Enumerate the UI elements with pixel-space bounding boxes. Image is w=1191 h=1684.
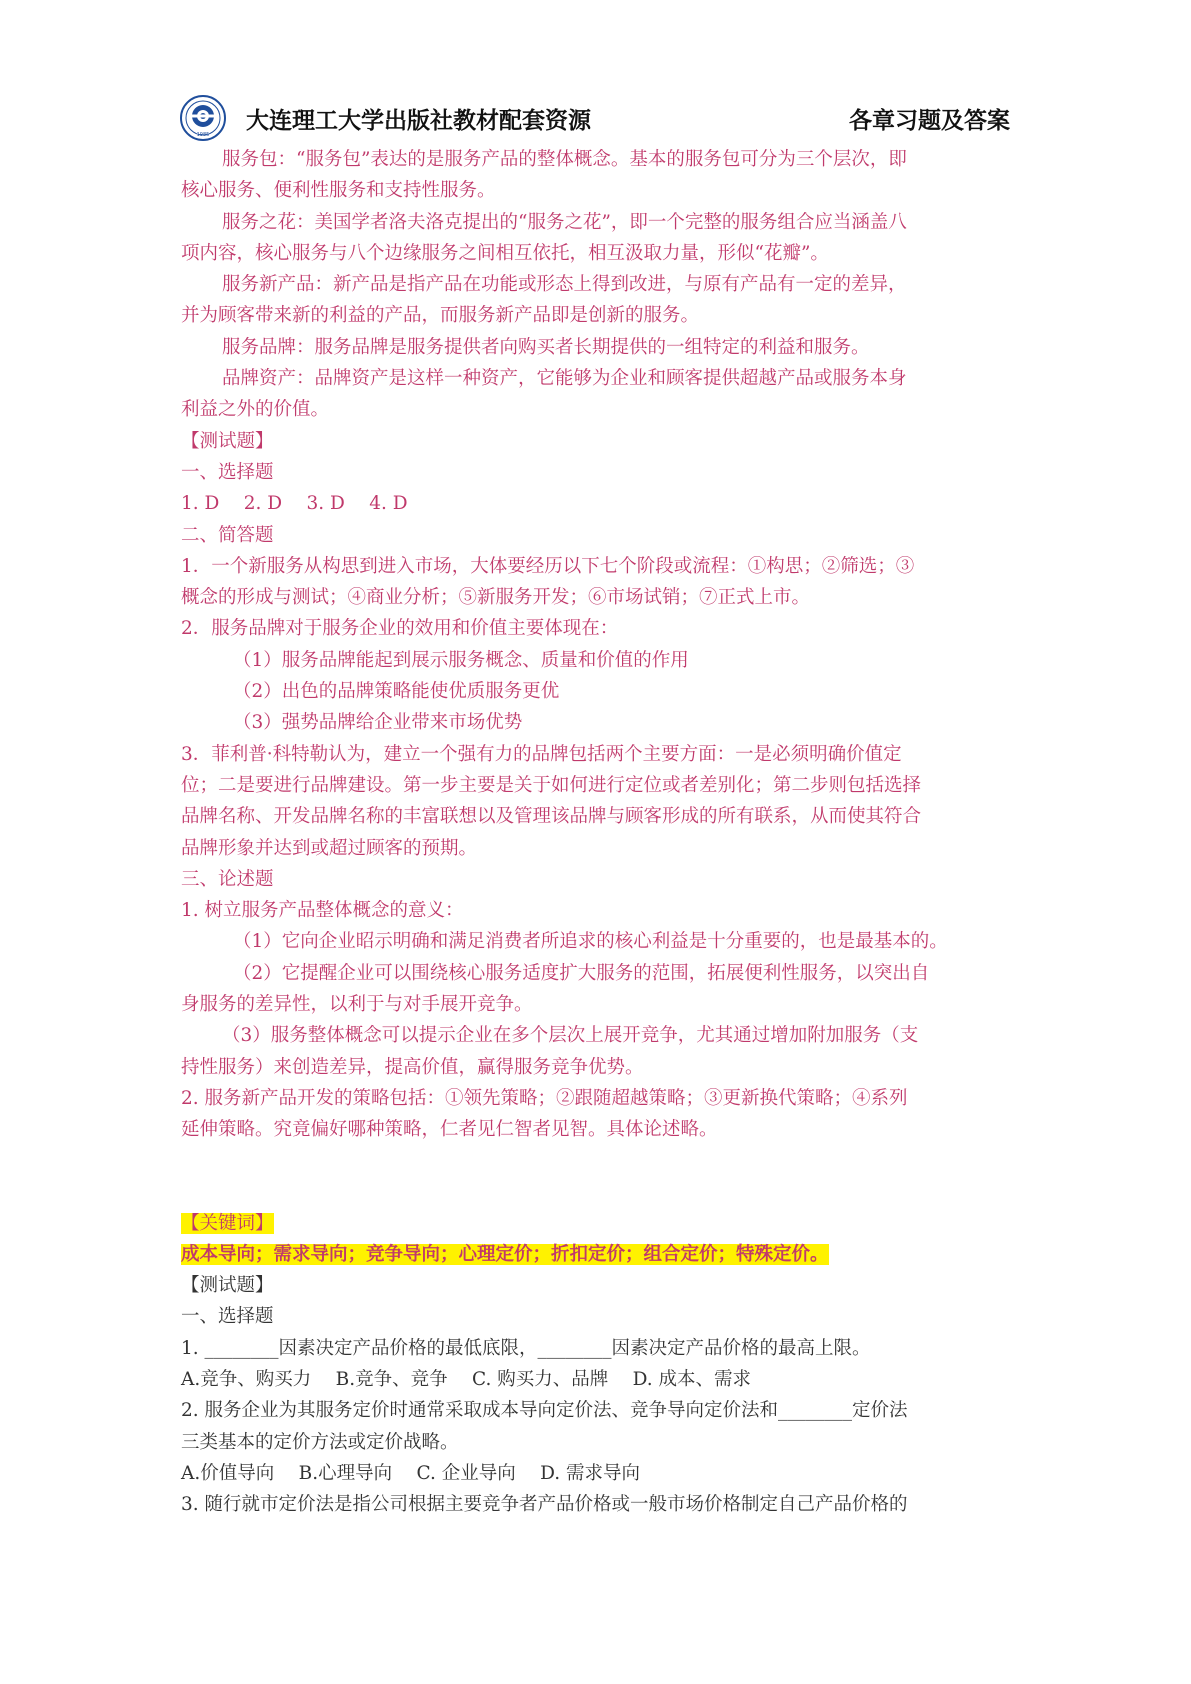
question-1: 1. ________因素决定产品价格的最低底限，________因素决定产品价格的最高上限。	[181, 1337, 871, 1359]
keywords-list-text: 成本导向；需求导向；竞争导向；心理定价；折扣定价；组合定价；特殊定价。	[181, 1243, 829, 1265]
short-answer-3: 3．菲利普·科特勒认为，建立一个强有力的品牌包括两个主要方面：一是必须明确价值定	[181, 743, 902, 765]
short-answer-1: 1．一个新服务从构思到进入市场，大体要经历以下七个阶段或流程：①构思；②筛选；③	[181, 555, 915, 577]
essay-1: 1. 树立服务产品整体概念的意义：	[181, 900, 464, 922]
keywords-heading	[181, 1208, 1019, 1239]
definition-brand-equity: 品牌资产：品牌资产是这样一种资产，它能够为企业和顾客提供超越产品或服务本身	[222, 368, 907, 390]
section-gap	[181, 1146, 1019, 1208]
document-body	[181, 144, 1019, 1520]
definition-brand-equity-cont: 利益之外的价值。	[181, 399, 330, 421]
essay-1-point-3-cont: 持性服务）来创造差异，提高价值，赢得服务竞争优势。	[181, 1056, 644, 1078]
essay-2: 2. 服务新产品开发的策略包括：①领先策略；②跟随超越策略；③更新换代策略；④系列	[181, 1087, 908, 1109]
essay-1-point-2-cont: 身服务的差异性，以利于与对手展开竞争。	[181, 994, 533, 1016]
short-answer-3-cont: 品牌形象并达到或超过顾客的预期。	[181, 837, 478, 859]
essay-1-point-3: （3）服务整体概念可以提示企业在多个层次上展开竞争，尤其通过增加附加服务（支	[222, 1025, 919, 1047]
short-answer-2-item: （1）服务品牌能起到展示服务概念、质量和价值的作用	[233, 649, 689, 671]
question-2: 2. 服务企业为其服务定价时通常采取成本导向定价法、竞争导向定价法和________定价法	[181, 1400, 908, 1422]
definition-new-service-product-cont: 并为顾客带来新的利益的产品，而服务新产品即是创新的服务。	[181, 305, 700, 327]
section-title: 各章习题及答案	[849, 108, 1010, 134]
short-answer-heading: 二、简答题	[181, 524, 274, 546]
choice-heading: 一、选择题	[181, 461, 274, 483]
question-2-options: A.价值导向 B.心理导向 C. 企业导向 D. 需求导向	[181, 1462, 641, 1484]
definition-flower-of-service: 服务之花：美国学者洛夫洛克提出的“服务之花”，即一个完整的服务组合应当涵盖八	[222, 211, 907, 233]
definition-service-package: 服务包：“服务包”表达的是服务产品的整体概念。基本的服务包可分为三个层次，即	[222, 149, 907, 170]
page-header	[180, 95, 1020, 145]
short-answer-3-cont: 位；二是要进行品牌建设。第一步主要是关于如何进行定位或者差别化；第二步则包括选择	[181, 774, 922, 796]
test2-heading: 【测试题】	[181, 1275, 274, 1297]
question-3: 3. 随行就市定价法是指公司根据主要竞争者产品价格或一般市场价格制定自己产品价格的	[181, 1494, 908, 1516]
question-1-options: A.竞争、购买力 B.竞争、竞争 C. 购买力、品牌 D. 成本、需求	[181, 1368, 752, 1390]
logo-year: 1985	[196, 132, 210, 138]
definition-new-service-product: 服务新产品：新产品是指产品在功能或形态上得到改进，与原有产品有一定的差异，	[222, 274, 907, 296]
definition-flower-of-service-cont: 项内容，核心服务与八个边缘服务之间相互依托，相互汲取力量，形似“花瓣”。	[181, 242, 829, 264]
short-answer-2-item: （3）强势品牌给企业带来市场优势	[233, 712, 523, 734]
university-logo-icon	[180, 95, 226, 141]
essay-heading: 三、论述题	[181, 868, 274, 890]
test-heading: 【测试题】	[181, 430, 274, 452]
definition-service-package-cont: 核心服务、便利性服务和支持性服务。	[181, 180, 496, 202]
short-answer-2-item: （2）出色的品牌策略能使优质服务更优	[233, 681, 560, 703]
choice-answers: 1. D 2. D 3. D 4. D	[181, 493, 408, 515]
keywords-heading-text: 【关键词】	[181, 1212, 274, 1234]
question-2-cont: 三类基本的定价方法或定价战略。	[181, 1431, 459, 1453]
test2-choice-heading: 一、选择题	[181, 1306, 274, 1328]
definition-service-brand: 服务品牌：服务品牌是服务提供者向购买者长期提供的一组特定的利益和服务。	[222, 336, 870, 358]
essay-2-cont: 延伸策略。究竟偏好哪种策略，仁者见仁智者见智。具体论述略。	[181, 1119, 718, 1141]
essay-1-point-1: （1）它向企业昭示明确和满足消费者所追求的核心利益是十分重要的，也是最基本的。	[233, 931, 948, 953]
publisher-title: 大连理工大学出版社教材配套资源	[246, 108, 591, 134]
keywords-list	[181, 1239, 1019, 1270]
short-answer-2: 2．服务品牌对于服务企业的效用和价值主要体现在：	[181, 618, 619, 640]
short-answer-1-cont: 概念的形成与测试；④商业分析；⑤新服务开发；⑥市场试销；⑦正式上市。	[181, 587, 811, 609]
essay-1-point-2: （2）它提醒企业可以围绕核心服务适度扩大服务的范围，拓展便利性服务，以突出自	[233, 962, 930, 984]
short-answer-3-cont: 品牌名称、开发品牌名称的丰富联想以及管理该品牌与顾客形成的所有联系，从而使其符合	[181, 806, 922, 828]
